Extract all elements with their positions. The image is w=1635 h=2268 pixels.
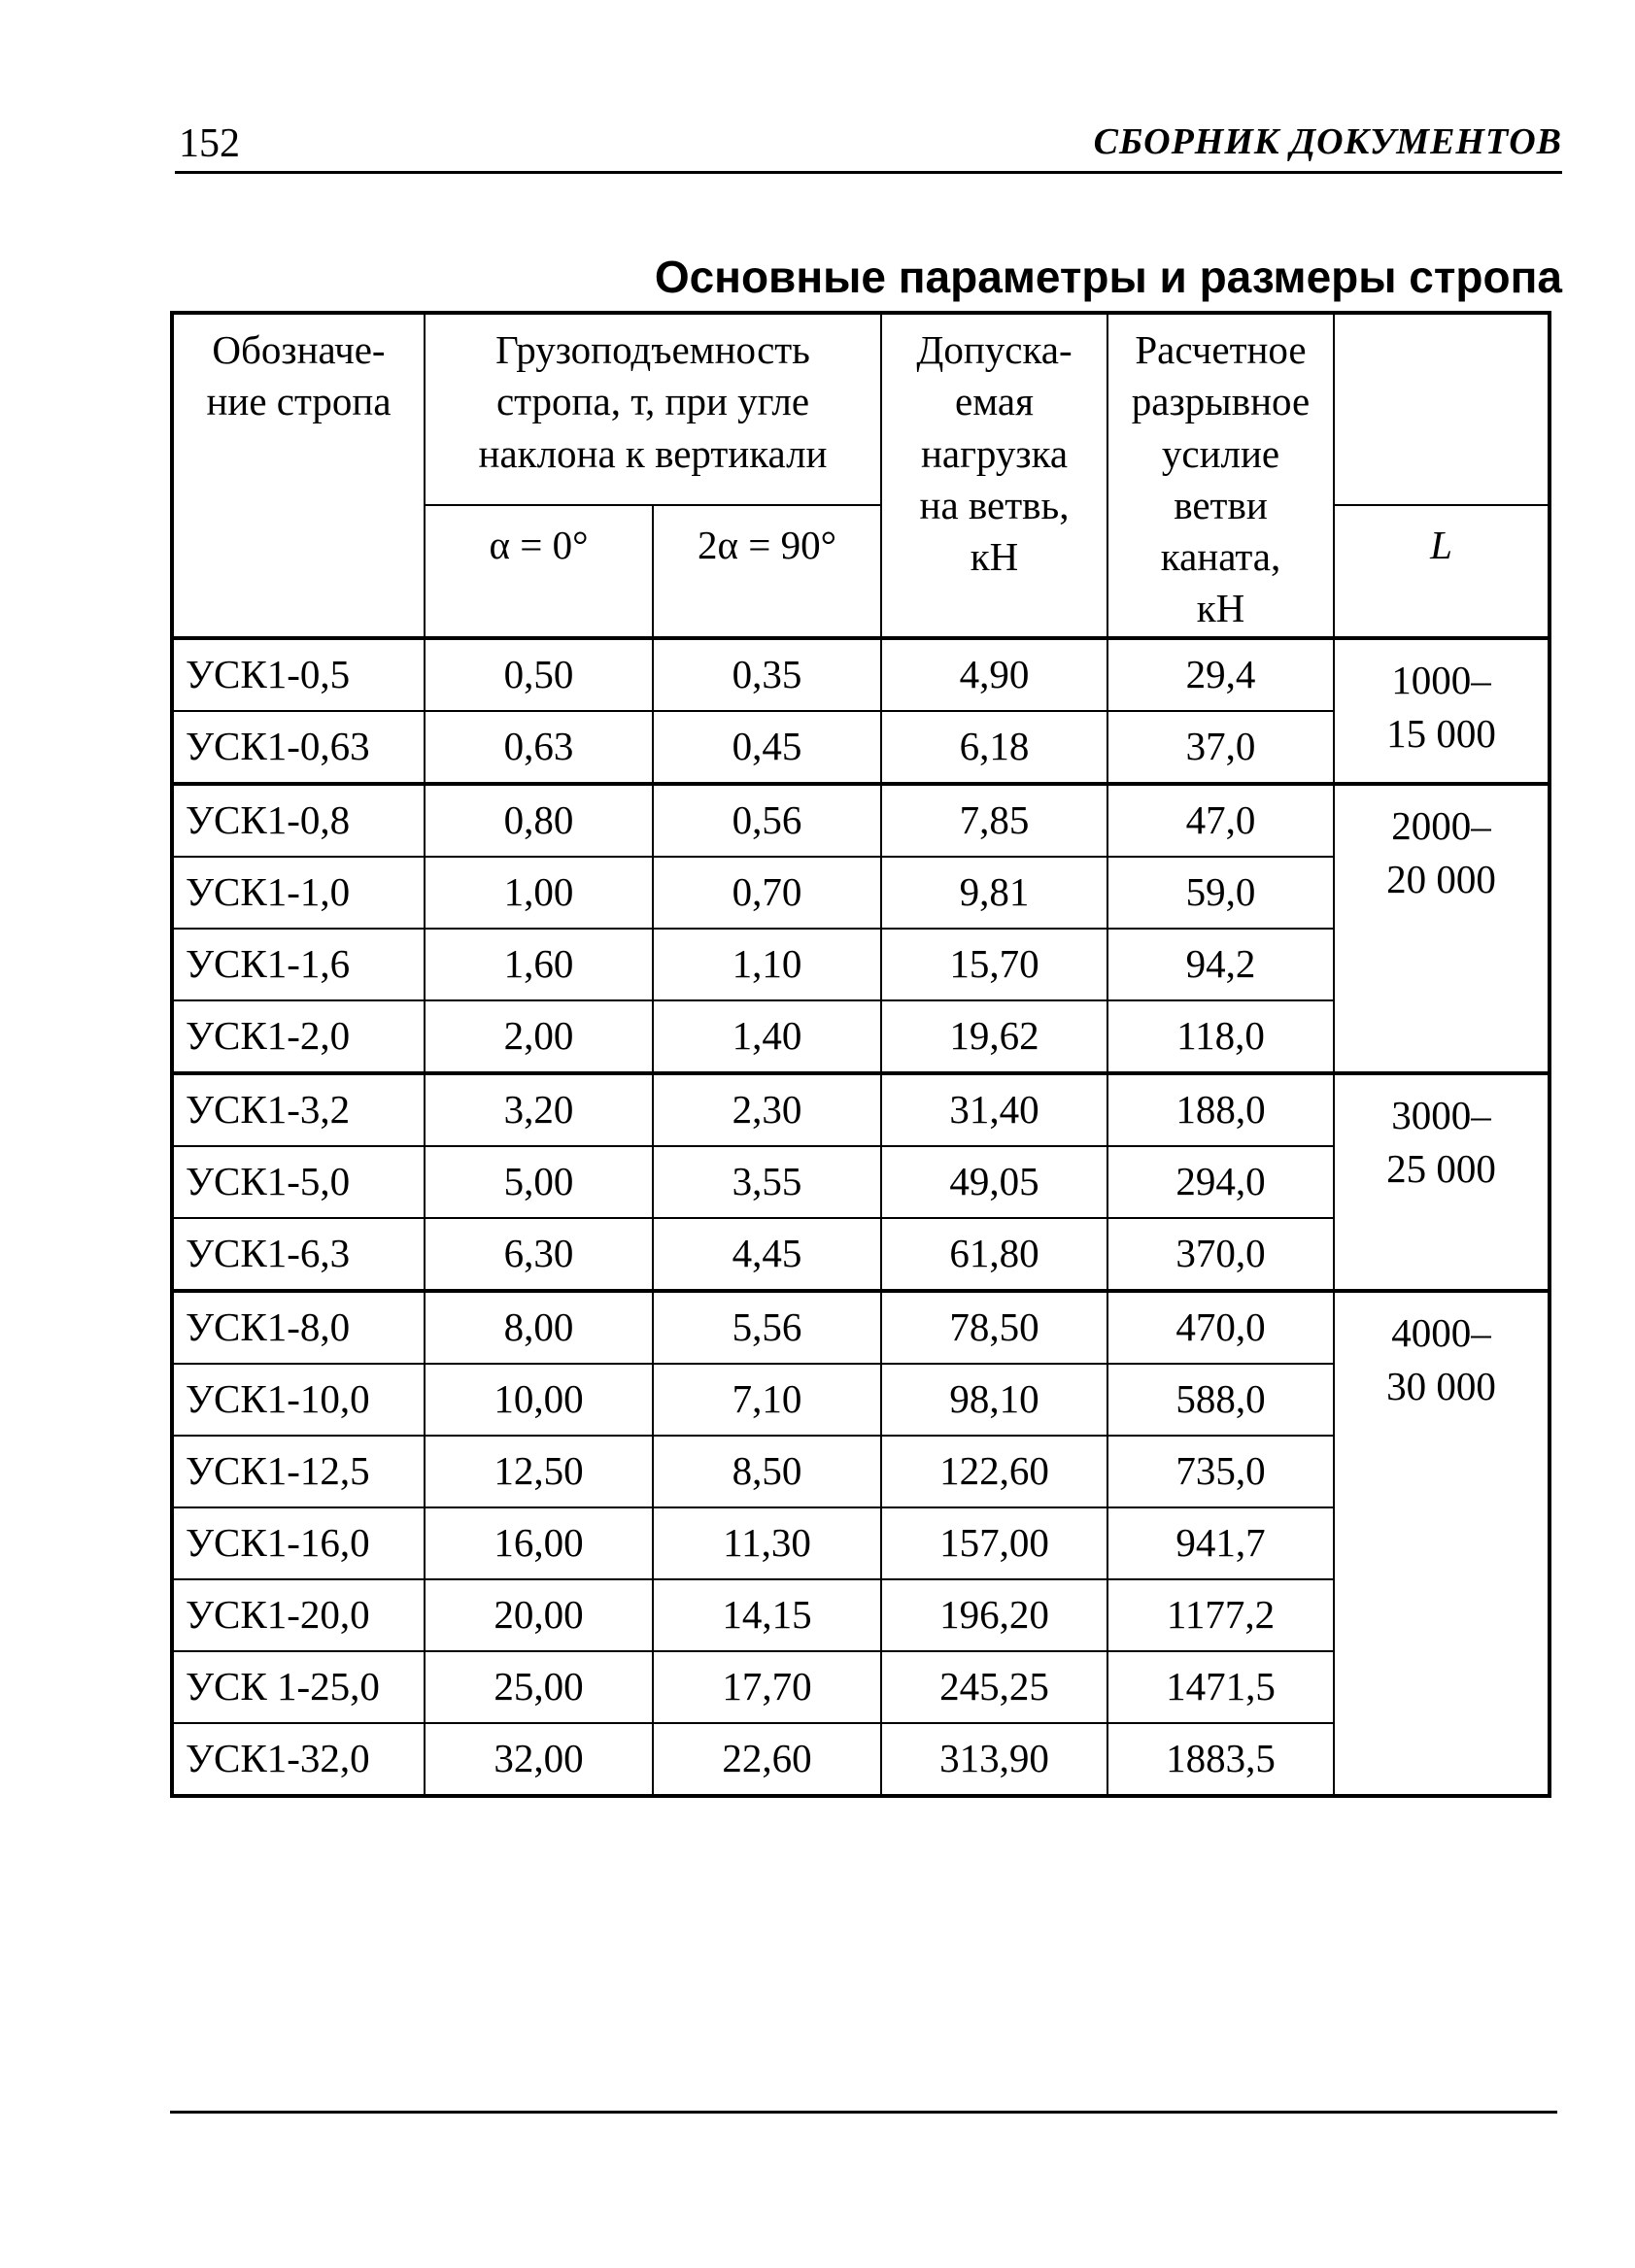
- col-length-header: L: [1334, 505, 1550, 638]
- col-designation-label: Обозначе- ние стропа: [206, 327, 392, 424]
- cell-breaking-force: 941,7: [1107, 1507, 1334, 1579]
- length-from: 2000–: [1391, 803, 1491, 848]
- cell-allowed-load: 157,00: [881, 1507, 1107, 1579]
- cell-designation: УСК1-1,0: [172, 857, 425, 929]
- page-number: 152: [179, 121, 240, 166]
- cell-designation: УСК 1-25,0: [172, 1651, 425, 1723]
- col-allowed-load-label: Допуска- емая нагрузка на ветвь, кН: [916, 327, 1073, 580]
- cell-alpha0: 32,00: [425, 1723, 653, 1796]
- col-alpha0-header: α = 0°: [425, 505, 653, 638]
- col-breaking-force-header: [1107, 313, 1334, 638]
- cell-alpha0: 2,00: [425, 1000, 653, 1073]
- cell-alpha0: 10,00: [425, 1364, 653, 1436]
- cell-alpha90: 1,10: [653, 929, 881, 1000]
- cell-alpha90: 8,50: [653, 1436, 881, 1507]
- cell-allowed-load: 98,10: [881, 1364, 1107, 1436]
- cell-designation: УСК1-32,0: [172, 1723, 425, 1796]
- parameters-table: [170, 311, 1551, 1798]
- col-alpha90-header: 2α = 90°: [653, 505, 881, 638]
- table-row: [172, 1291, 1550, 1364]
- cell-designation: УСК1-0,8: [172, 784, 425, 857]
- cell-breaking-force: 29,4: [1107, 638, 1334, 711]
- cell-breaking-force: 94,2: [1107, 929, 1334, 1000]
- cell-alpha0: 16,00: [425, 1507, 653, 1579]
- cell-breaking-force: 118,0: [1107, 1000, 1334, 1073]
- col-capacity-header: [425, 313, 881, 505]
- cell-alpha90: 0,70: [653, 857, 881, 929]
- col-designation-header: [172, 313, 425, 638]
- footer-rule: [170, 2111, 1557, 2114]
- cell-breaking-force: 294,0: [1107, 1146, 1334, 1218]
- cell-breaking-force: 588,0: [1107, 1364, 1334, 1436]
- cell-designation: УСК1-1,6: [172, 929, 425, 1000]
- length-from: 3000–: [1391, 1093, 1491, 1137]
- cell-breaking-force: 47,0: [1107, 784, 1334, 857]
- cell-designation: УСК1-8,0: [172, 1291, 425, 1364]
- cell-alpha0: 0,80: [425, 784, 653, 857]
- cell-alpha90: 14,15: [653, 1579, 881, 1651]
- cell-alpha0: 20,00: [425, 1579, 653, 1651]
- cell-length-range: [1334, 638, 1550, 784]
- length-to: 25 000: [1386, 1146, 1496, 1192]
- cell-alpha0: 5,00: [425, 1146, 653, 1218]
- cell-alpha90: 0,45: [653, 711, 881, 784]
- cell-alpha90: 3,55: [653, 1146, 881, 1218]
- cell-allowed-load: 31,40: [881, 1073, 1107, 1146]
- cell-allowed-load: 122,60: [881, 1436, 1107, 1507]
- cell-alpha90: 7,10: [653, 1364, 881, 1436]
- length-to: 30 000: [1386, 1364, 1496, 1409]
- cell-allowed-load: 61,80: [881, 1218, 1107, 1291]
- cell-breaking-force: 1177,2: [1107, 1579, 1334, 1651]
- cell-breaking-force: 370,0: [1107, 1218, 1334, 1291]
- table-row: [172, 638, 1550, 711]
- length-from: 4000–: [1391, 1310, 1491, 1355]
- running-header: [175, 115, 1562, 174]
- cell-alpha0: 3,20: [425, 1073, 653, 1146]
- cell-allowed-load: 6,18: [881, 711, 1107, 784]
- cell-alpha0: 12,50: [425, 1436, 653, 1507]
- cell-alpha0: 1,00: [425, 857, 653, 929]
- cell-allowed-load: 78,50: [881, 1291, 1107, 1364]
- cell-allowed-load: 245,25: [881, 1651, 1107, 1723]
- cell-breaking-force: 188,0: [1107, 1073, 1334, 1146]
- cell-allowed-load: 15,70: [881, 929, 1107, 1000]
- cell-alpha0: 0,63: [425, 711, 653, 784]
- cell-designation: УСК1-16,0: [172, 1507, 425, 1579]
- cell-breaking-force: 59,0: [1107, 857, 1334, 929]
- table-row: [172, 784, 1550, 857]
- cell-alpha90: 2,30: [653, 1073, 881, 1146]
- table-header-row: [172, 313, 1550, 505]
- cell-alpha90: 0,56: [653, 784, 881, 857]
- table-row: [172, 1073, 1550, 1146]
- length-to: 15 000: [1386, 711, 1496, 757]
- cell-designation: УСК1-5,0: [172, 1146, 425, 1218]
- cell-alpha90: 1,40: [653, 1000, 881, 1073]
- cell-alpha0: 0,50: [425, 638, 653, 711]
- cell-breaking-force: 470,0: [1107, 1291, 1334, 1364]
- cell-alpha90: 22,60: [653, 1723, 881, 1796]
- cell-designation: УСК1-3,2: [172, 1073, 425, 1146]
- cell-alpha0: 1,60: [425, 929, 653, 1000]
- parameters-table-container: [170, 311, 1548, 1798]
- col-breaking-force-label: Расчетное разрывное усилие ветви каната, кН: [1131, 327, 1311, 631]
- running-title: СБОРНИК ДОКУМЕНТОВ: [1093, 121, 1562, 162]
- length-from: 1000–: [1391, 658, 1491, 702]
- length-to: 20 000: [1386, 857, 1496, 902]
- col-length-header-top: [1334, 313, 1550, 505]
- cell-alpha90: 5,56: [653, 1291, 881, 1364]
- cell-allowed-load: 49,05: [881, 1146, 1107, 1218]
- cell-allowed-load: 4,90: [881, 638, 1107, 711]
- cell-allowed-load: 196,20: [881, 1579, 1107, 1651]
- cell-designation: УСК1-10,0: [172, 1364, 425, 1436]
- cell-designation: УСК1-0,63: [172, 711, 425, 784]
- cell-designation: УСК1-12,5: [172, 1436, 425, 1507]
- cell-alpha90: 17,70: [653, 1651, 881, 1723]
- cell-length-range: [1334, 1073, 1550, 1291]
- col-capacity-label: Грузоподъемность стропа, т, при угле наклона к вертикали: [478, 327, 828, 476]
- cell-alpha90: 0,35: [653, 638, 881, 711]
- cell-allowed-load: 7,85: [881, 784, 1107, 857]
- cell-alpha90: 11,30: [653, 1507, 881, 1579]
- cell-designation: УСК1-0,5: [172, 638, 425, 711]
- cell-designation: УСК1-20,0: [172, 1579, 425, 1651]
- cell-breaking-force: 37,0: [1107, 711, 1334, 784]
- cell-alpha0: 6,30: [425, 1218, 653, 1291]
- table-body: [172, 638, 1550, 1796]
- cell-breaking-force: 735,0: [1107, 1436, 1334, 1507]
- table-title: Основные параметры и размеры стропа: [654, 252, 1562, 302]
- cell-alpha0: 8,00: [425, 1291, 653, 1364]
- cell-allowed-load: 313,90: [881, 1723, 1107, 1796]
- cell-allowed-load: 9,81: [881, 857, 1107, 929]
- cell-length-range: [1334, 784, 1550, 1073]
- cell-breaking-force: 1471,5: [1107, 1651, 1334, 1723]
- cell-designation: УСК1-2,0: [172, 1000, 425, 1073]
- cell-alpha90: 4,45: [653, 1218, 881, 1291]
- cell-designation: УСК1-6,3: [172, 1218, 425, 1291]
- cell-allowed-load: 19,62: [881, 1000, 1107, 1073]
- cell-length-range: [1334, 1291, 1550, 1796]
- cell-breaking-force: 1883,5: [1107, 1723, 1334, 1796]
- cell-alpha0: 25,00: [425, 1651, 653, 1723]
- col-allowed-load-header: [881, 313, 1107, 638]
